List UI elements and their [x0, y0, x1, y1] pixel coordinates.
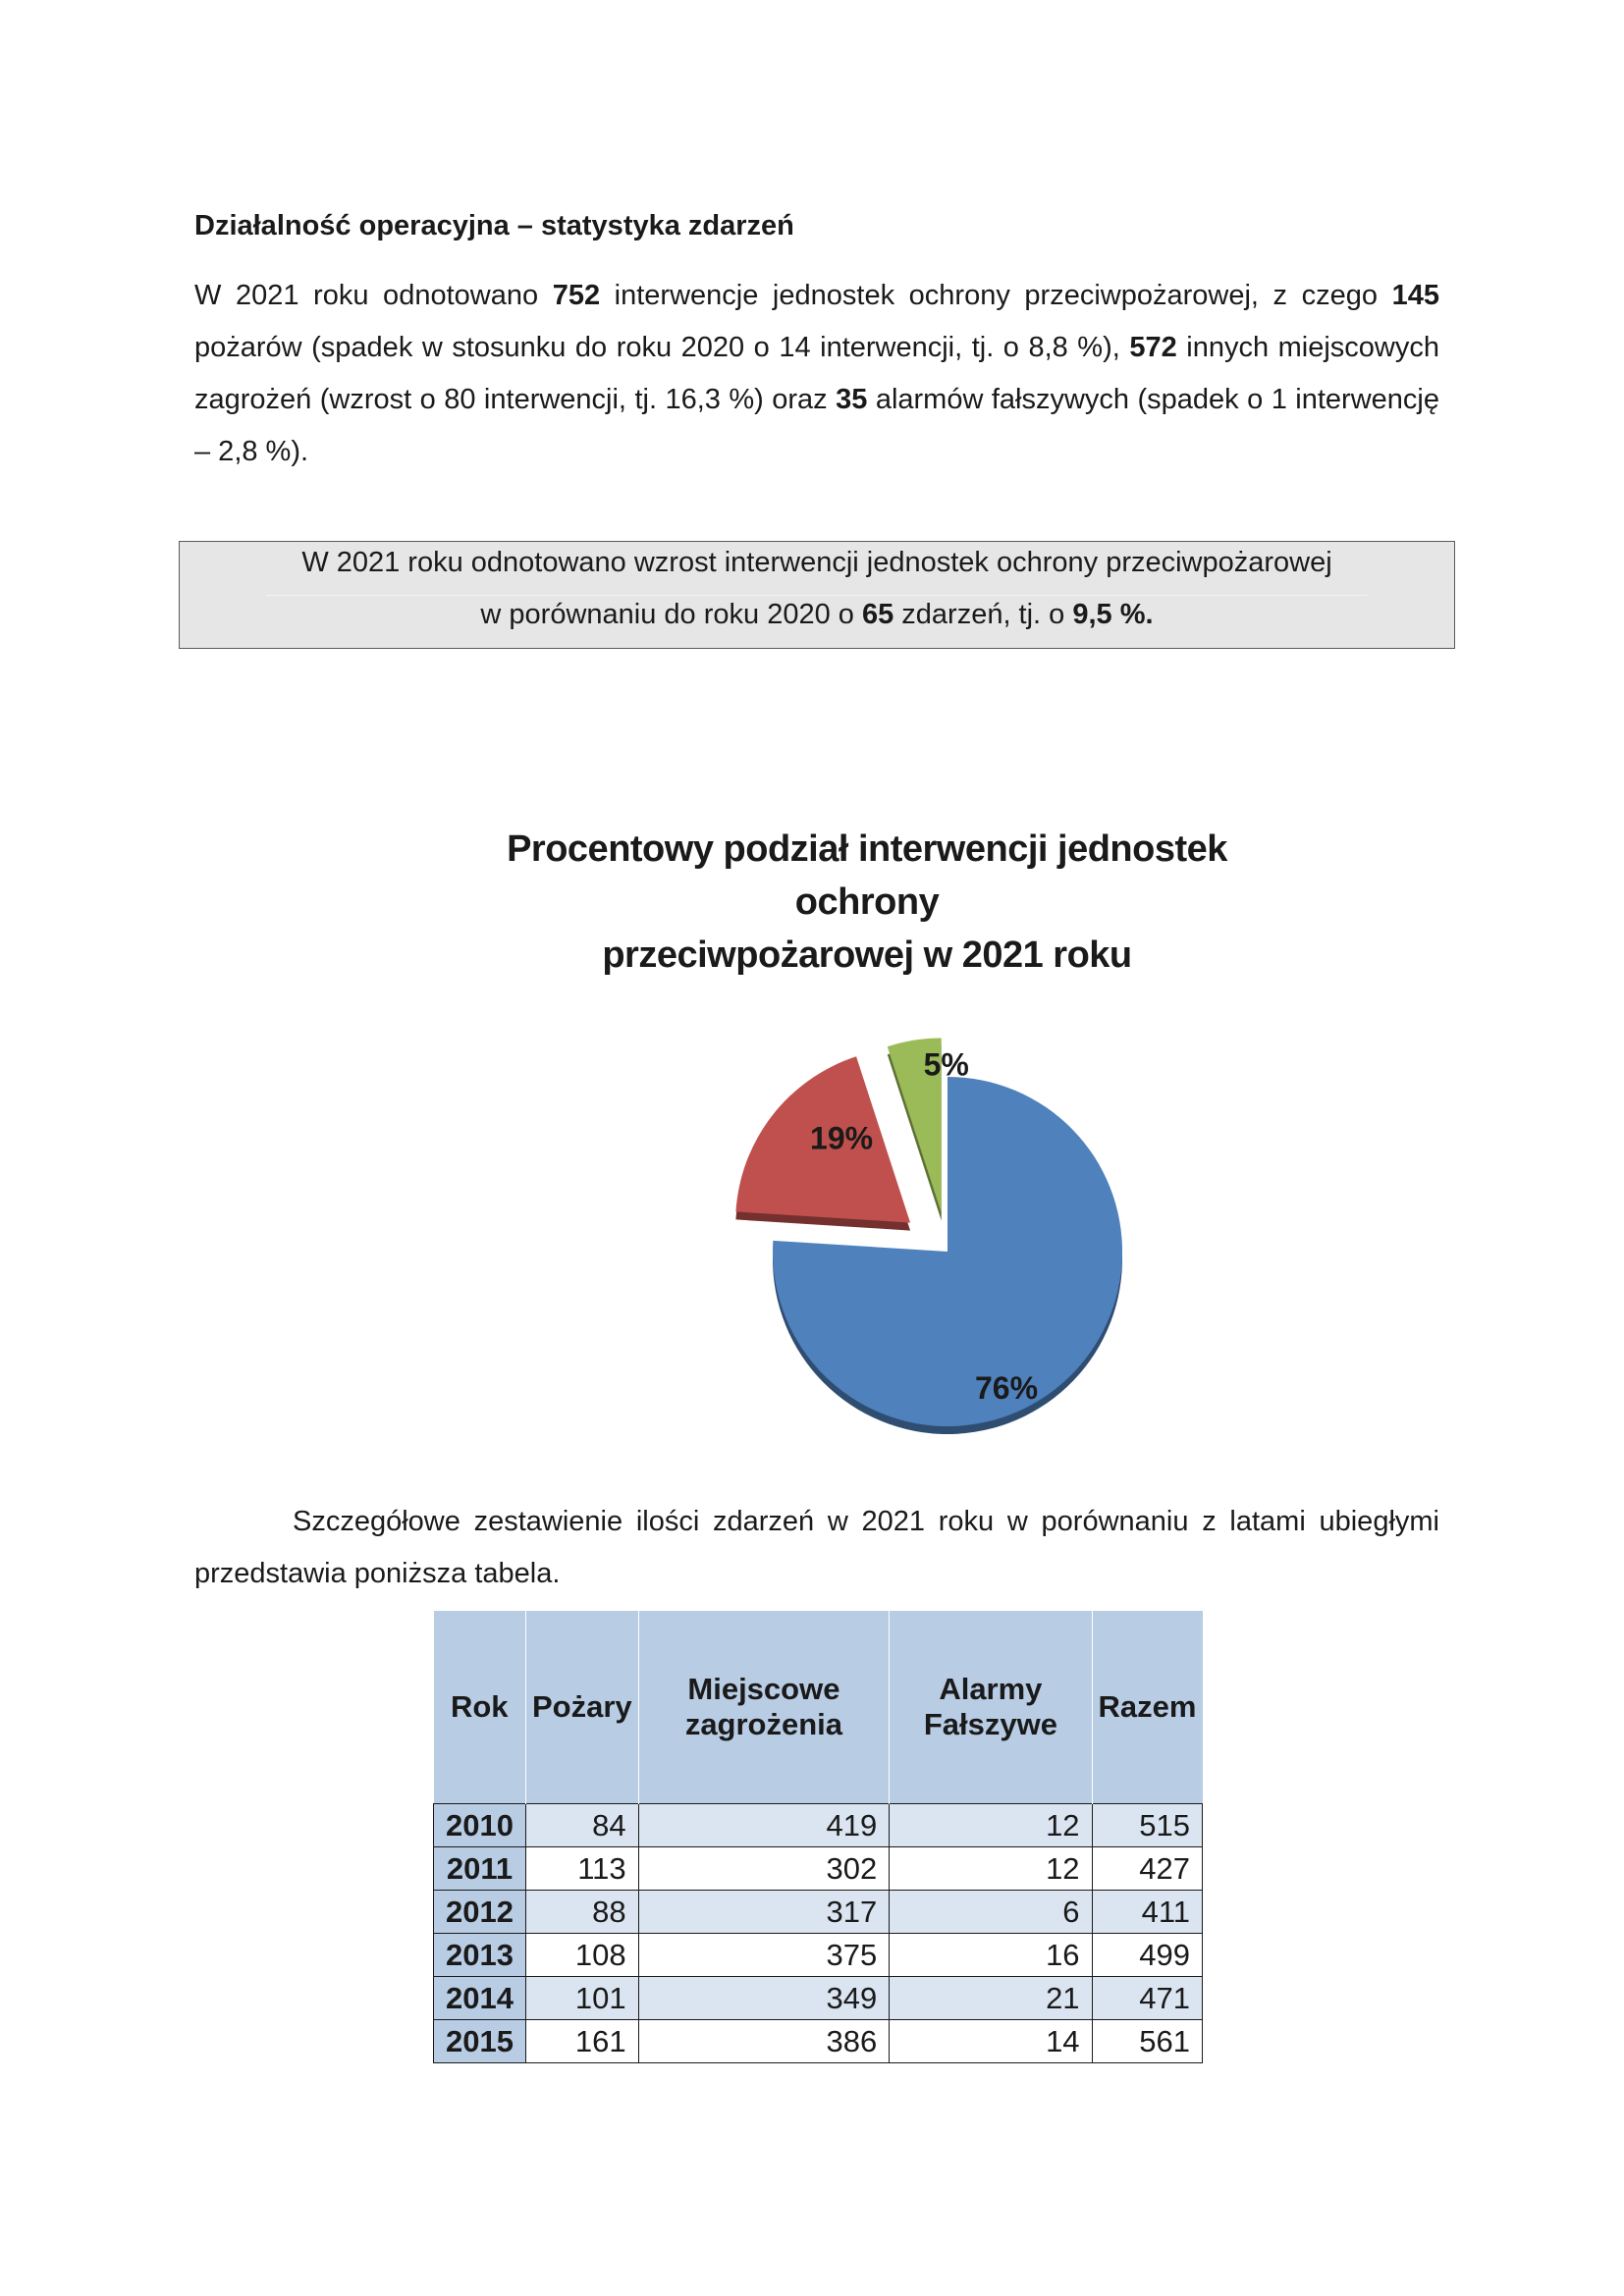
cell-false-alarms: 21: [890, 1977, 1092, 2020]
header-total: Razem: [1092, 1611, 1202, 1804]
cell-local-threats: 386: [638, 2020, 890, 2063]
intro-paragraph: [194, 270, 1439, 478]
pie-label: 5%: [923, 1046, 969, 1083]
cell-year: 2011: [434, 1847, 526, 1891]
table-header-row: [434, 1611, 1203, 1804]
cell-year: 2013: [434, 1934, 526, 1977]
table-row: [434, 1934, 1203, 1977]
incidents-table: [433, 1611, 1203, 2063]
total-count: 752: [552, 280, 601, 311]
local-threats-count: 572: [1129, 332, 1177, 363]
increase-count: 65: [861, 599, 894, 630]
cell-false-alarms: 12: [890, 1847, 1092, 1891]
fires-count: 145: [1391, 280, 1440, 311]
cell-fires: 88: [525, 1891, 638, 1934]
summary-text: w porównaniu do roku 2020 o: [480, 599, 862, 630]
chart-title-line-1: Procentowy podział interwencji jednostek ochrony: [507, 828, 1227, 923]
table-row: [434, 1804, 1203, 1847]
cell-year: 2015: [434, 2020, 526, 2063]
cell-local-threats: 349: [638, 1977, 890, 2020]
cell-total: 411: [1092, 1891, 1202, 1934]
cell-year: 2012: [434, 1891, 526, 1934]
header-local-threats: Miejscowe zagrożenia: [638, 1611, 890, 1804]
cell-fires: 84: [525, 1804, 638, 1847]
cell-false-alarms: 14: [890, 2020, 1092, 2063]
cell-fires: 161: [525, 2020, 638, 2063]
section-heading: Działalność operacyjna – statystyka zdarzeń: [194, 210, 794, 241]
table-row: [434, 1891, 1203, 1934]
intro-text: alarmów fałszywych (spadek o 1 interwencję – 2,8 %).: [194, 384, 1439, 467]
table-row: [434, 2020, 1203, 2063]
cell-false-alarms: 16: [890, 1934, 1092, 1977]
intro-text: innych miejscowych zagrożeń (wzrost o 80 interwencji, tj. 16,3 %) oraz: [194, 332, 1439, 415]
cell-fires: 101: [525, 1977, 638, 2020]
summary-divider: [266, 595, 1368, 596]
cell-false-alarms: 12: [890, 1804, 1092, 1847]
header-fires: Pożary: [525, 1611, 638, 1804]
cell-year: 2014: [434, 1977, 526, 2020]
chart-title-line-2: przeciwpożarowej w 2021 roku: [602, 934, 1132, 976]
increase-percent: 9,5 %.: [1072, 599, 1154, 630]
table-row: [434, 1847, 1203, 1891]
intro-text: interwencje jednostek ochrony przeciwpożarowej, z czego: [600, 280, 1392, 311]
cell-fires: 113: [525, 1847, 638, 1891]
cell-total: 515: [1092, 1804, 1202, 1847]
cell-total: 561: [1092, 2020, 1202, 2063]
pie-chart: [687, 933, 1178, 1406]
header-false-alarms: Alarmy Fałszywe: [890, 1611, 1092, 1804]
summary-line-2: [180, 599, 1454, 631]
cell-local-threats: 375: [638, 1934, 890, 1977]
summary-text: zdarzeń, tj. o: [893, 599, 1073, 630]
pie-label: 19%: [810, 1120, 874, 1156]
cell-total: 427: [1092, 1847, 1202, 1891]
cell-local-threats: 419: [638, 1804, 890, 1847]
summary-line-1: W 2021 roku odnotowano wzrost interwencji jednostek ochrony przeciwpożarowej: [301, 547, 1332, 578]
table-row: [434, 1977, 1203, 2020]
cell-total: 499: [1092, 1934, 1202, 1977]
header-year: Rok: [434, 1611, 526, 1804]
cell-fires: 108: [525, 1934, 638, 1977]
cell-year: 2010: [434, 1804, 526, 1847]
cell-false-alarms: 6: [890, 1891, 1092, 1934]
summary-box: [179, 541, 1455, 649]
false-alarms-count: 35: [836, 384, 868, 415]
cell-local-threats: 317: [638, 1891, 890, 1934]
table-intro-paragraph: Szczegółowe zestawienie ilości zdarzeń w 2021 roku w porównaniu z latami ubiegłymi przedstawia poniższa tabela.: [194, 1506, 1439, 1589]
intro-text: W 2021 roku odnotowano: [194, 280, 553, 311]
intro-text: pożarów (spadek w stosunku do roku 2020 o 14 interwencji, tj. o 8,8 %),: [194, 332, 1130, 363]
cell-local-threats: 302: [638, 1847, 890, 1891]
pie-label: 76%: [974, 1370, 1039, 1406]
cell-total: 471: [1092, 1977, 1202, 2020]
